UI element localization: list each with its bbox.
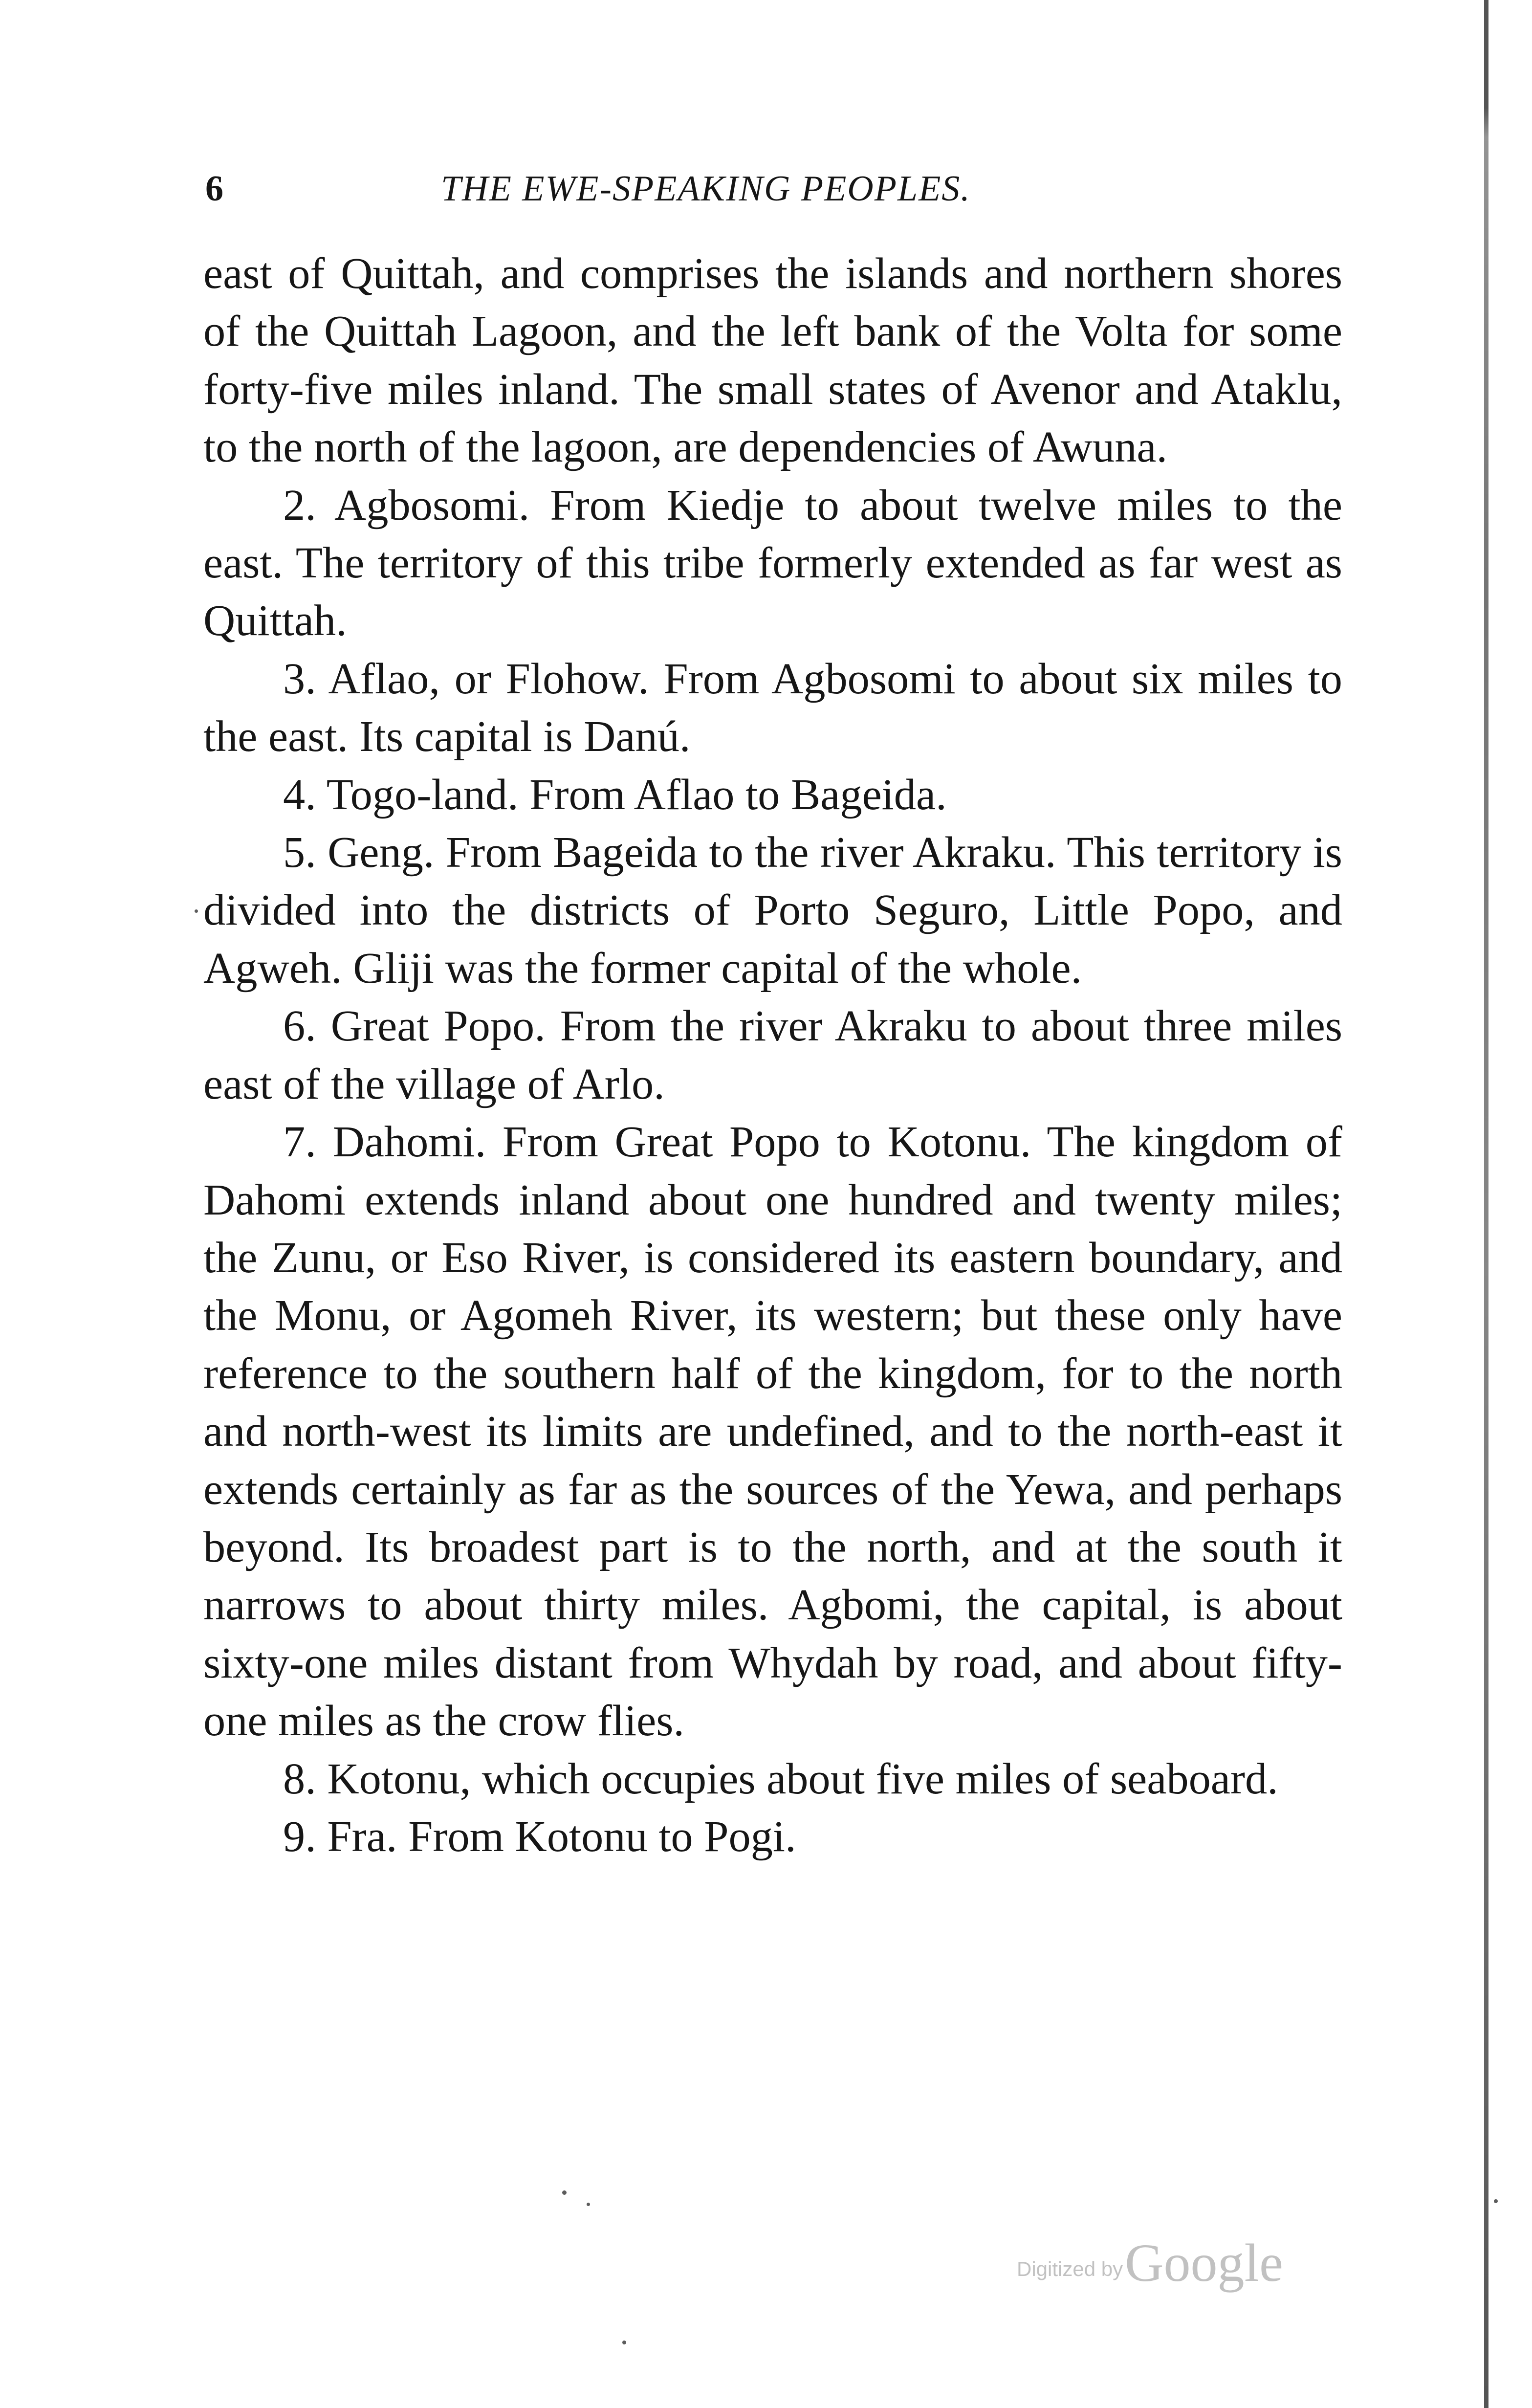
list-item: 3. Aflao, or Flohow. From Agbosomi to about six miles to the east. Its capital is Danú. [203,653,1342,761]
list-item: 8. Kotonu, which occupies about five miles of seaboard. [283,1753,1278,1803]
list-item: 9. Fra. From Kotonu to Pogi. [283,1811,796,1861]
page-number: 6 [205,169,223,209]
watermark-brand: Google [1125,2233,1283,2293]
scan-speck [1494,2199,1498,2203]
scan-speck [195,909,198,913]
watermark-prefix: Digitized by [1017,2257,1123,2280]
running-head: THE EWE-SPEAKING PEOPLES. [441,169,971,209]
scan-speck [622,2341,626,2344]
scan-edge-line [1484,0,1488,2408]
list-item: 2. Agbosomi. From Kiedje to about twelve miles to the east. The territory of this tribe formerly extended as far west as Quittah. [203,480,1342,645]
page-header [205,165,1349,219]
list-item: 7. Dahomi. From Great Popo to Kotonu. The kingdom of Dahomi extends inland about one hundred and twenty miles; the Zunu, or Eso River, is considered its eastern boundary, and the Monu, or Agomeh River, its western; but these only have reference to the southern half of the kingdom, for to the north and north-west its limits are undefined, and to the north-east it extends certainly as far as the sources of the Yewa, and perhaps beyond. Its broadest part is to the north, and at the south it narrows to about thirty miles. Agbomi, the capital, is about sixty-one miles distant from Whydah by road, and about fifty-one miles as the crow flies. [203,1117,1342,1745]
list-item: 4. Togo-land. From Aflao to Bageida. [283,769,947,819]
list-item: 5. Geng. From Bageida to the river Akraku. This territory is divided into the districts of Porto Seguro, Little Popo, and Agweh. Gliji was the former capital of the whole. [203,827,1342,993]
body-text [203,244,1342,1865]
digitized-watermark [1017,2232,1359,2296]
paragraph: east of Quittah, and comprises the islands and northern shores of the Quittah Lagoon, and the left bank of the Volta for some forty-five miles inland. The small states of Avenor and Ataklu, to the north of the lagoon, are dependencies of Awuna. [203,248,1342,472]
scan-speck [587,2203,590,2206]
list-item: 6. Great Popo. From the river Akraku to about three miles east of the village of Arlo. [203,1001,1342,1108]
scan-speck [562,2190,567,2195]
